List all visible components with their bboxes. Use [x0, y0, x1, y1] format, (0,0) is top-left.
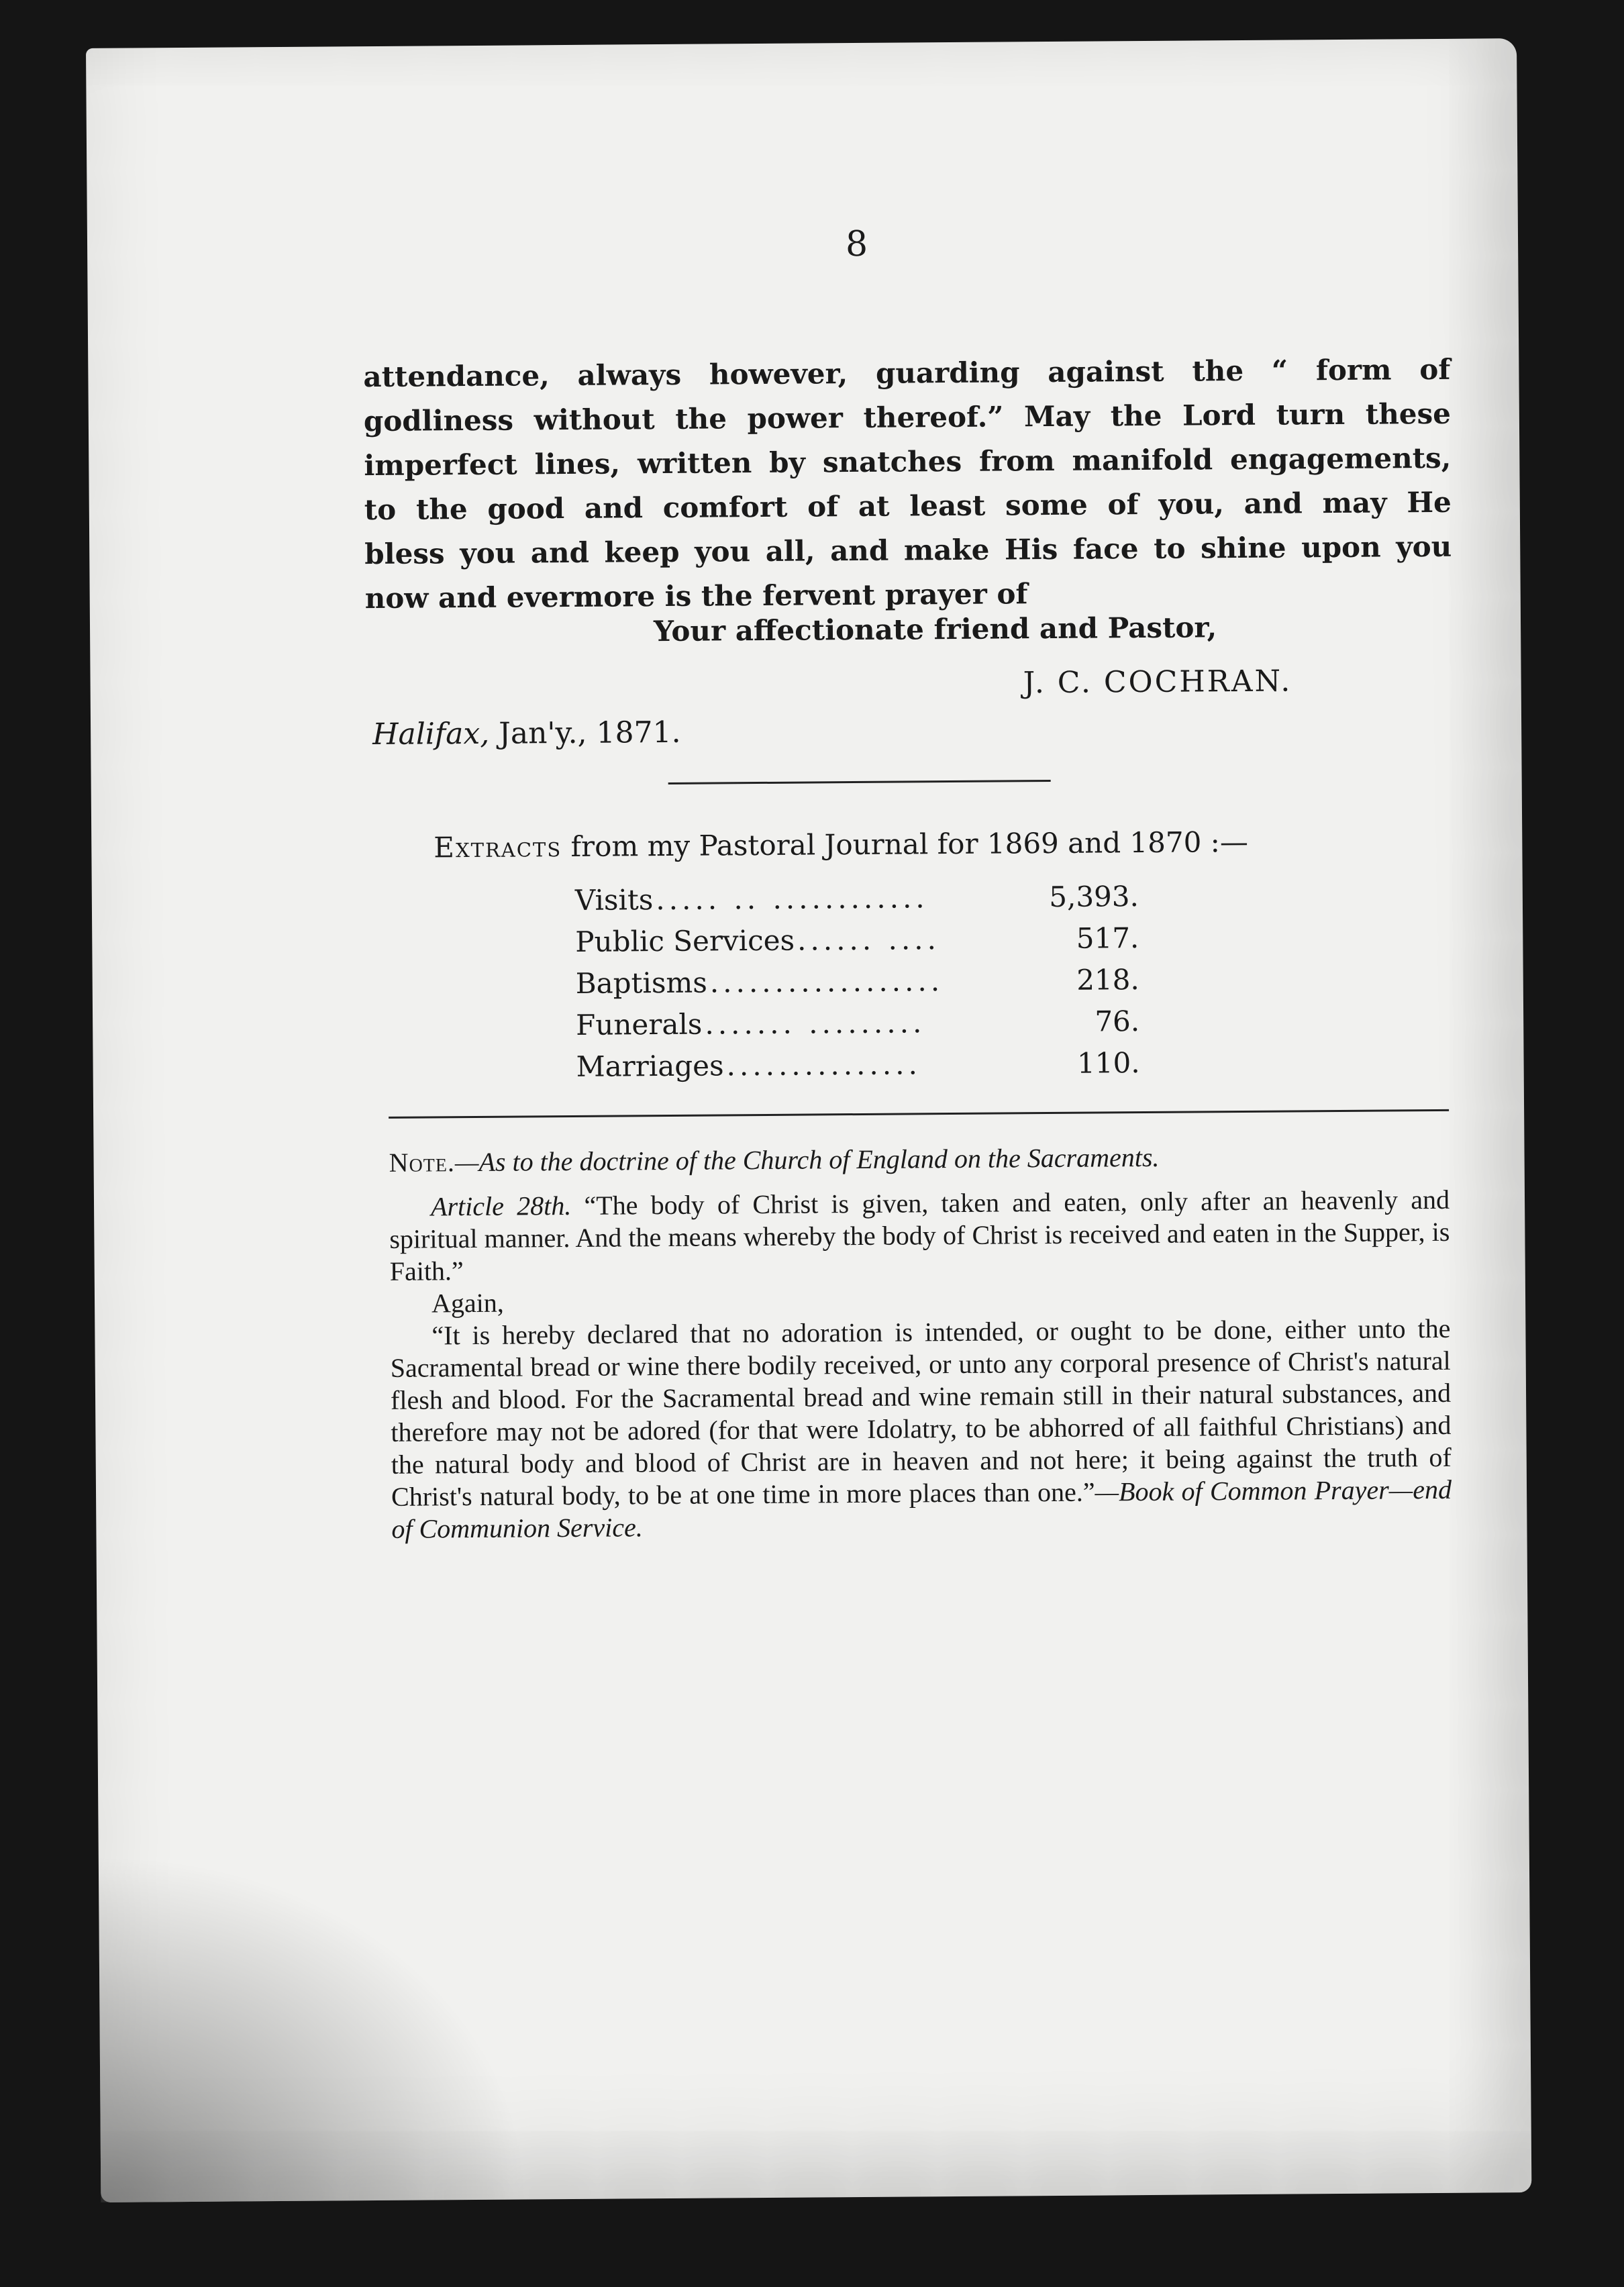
stat-leader-dots: ...... ....	[797, 923, 941, 957]
letter-line: attendance, always however, guarding against the “ form of	[363, 352, 1451, 394]
divider	[389, 1109, 1449, 1119]
stat-leader-dots: ..... .. ............	[656, 881, 929, 917]
letter-line: imperfect lines, written by snatches from manifold engagements,	[364, 441, 1452, 482]
divider	[668, 780, 1051, 784]
extracts-heading-lead: Extracts	[434, 830, 562, 864]
place-date	[372, 715, 681, 752]
stat-value: 5,393.	[1049, 880, 1139, 914]
stat-leader-dots: ...............	[726, 1048, 922, 1082]
again-line: Again,	[431, 1287, 504, 1319]
article-label: Article 28th.	[430, 1190, 572, 1222]
letter-line: now and evermore is the fervent prayer of	[364, 577, 1028, 615]
stat-label: Public Services	[575, 923, 795, 958]
stat-row	[576, 1046, 1139, 1092]
page-edge-shadow	[99, 1850, 531, 2202]
quote-paragraph	[390, 1313, 1452, 1545]
note-heading	[389, 1139, 1449, 1179]
stat-row	[576, 963, 1139, 1009]
stat-value: 218.	[1076, 963, 1139, 997]
note-heading-text: —As to the doctrine of the Church of England on the Sacraments.	[454, 1141, 1160, 1178]
document-page	[86, 38, 1531, 2202]
quote-source: —Book of Common Prayer—end of Communion Service.	[391, 1474, 1452, 1544]
article-text: “The body of Christ is given, taken and eaten, only after an heavenly and spiritual manner. And the means whereby the body of Christ is received and eaten in the Supper, is Faith.”	[389, 1184, 1450, 1286]
stat-row	[575, 880, 1139, 925]
stat-row	[576, 1005, 1139, 1050]
stat-value: 110.	[1076, 1046, 1140, 1080]
stat-label: Marriages	[576, 1049, 724, 1083]
stat-value: 76.	[1095, 1005, 1140, 1038]
stat-leader-dots: ..................	[709, 964, 944, 999]
date: Jan'y., 1871.	[499, 715, 681, 751]
stat-label: Funerals	[576, 1007, 703, 1041]
stat-label: Baptisms	[575, 966, 707, 1000]
extracts-heading-text: from my Pastoral Journal for 1869 and 1870 :—	[570, 825, 1249, 863]
letter-line: bless you and keep you all, and make His face to shine upon you	[364, 529, 1452, 571]
note-label: Note.	[389, 1147, 456, 1178]
closing-salutation: Your affectionate friend and Pastor,	[653, 611, 1217, 648]
letter-line: to the good and comfort of at least some of you, and may He	[364, 485, 1452, 527]
quote-text: “It is hereby declared that no adoration is intended, or ought to be done, either unto the Sacramental bread or wine there bodily received, or unto any corporal presence of Christ's natural flesh and blood. For the Sacramental bread and wine remain still in their natural substances, and therefore may not be adored (for that were Idolatry, to be abhorred of all faithful Christians) and the natural body and blood of Christ are in heaven and not here; it being against the truth of Christ's natural body, to be at one time in more places than one.”	[390, 1313, 1452, 1512]
stat-leader-dots: ....... .........	[705, 1006, 926, 1041]
article-paragraph	[389, 1184, 1450, 1288]
stat-row	[575, 921, 1139, 967]
letter-line: godliness without the power thereof.” May the Lord turn these	[363, 397, 1452, 438]
letter-closing-paragraph	[363, 348, 1452, 621]
signature: J. C. COCHRAN.	[1023, 664, 1292, 701]
extracts-heading	[434, 825, 1248, 864]
note-section	[389, 1139, 1452, 1545]
stat-label: Visits	[574, 883, 654, 917]
page-number: 8	[845, 223, 868, 265]
place: Halifax,	[372, 716, 490, 752]
journal-stats-list	[575, 880, 1140, 1092]
stat-value: 517.	[1076, 921, 1139, 955]
